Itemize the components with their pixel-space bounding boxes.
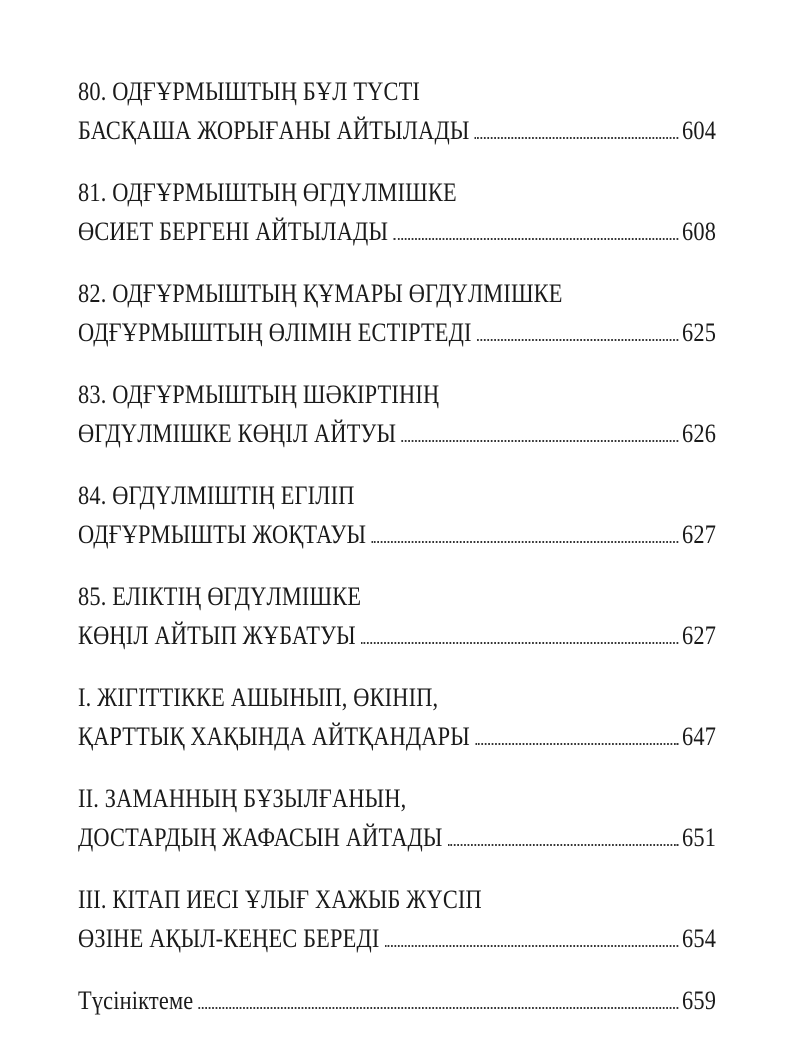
- dot-leader: [401, 439, 678, 442]
- toc-entry-title-line: ОДҒҰРМЫШТЫ ЖОҚТАУЫ: [78, 520, 367, 549]
- dot-leader: [361, 641, 679, 644]
- toc-entry-title-line: II. ЗАМАННЫҢ БҰЗЫЛҒАНЫН,: [78, 784, 407, 813]
- toc-page-number: 654: [682, 924, 717, 953]
- dot-leader: [448, 843, 679, 846]
- dot-leader: [199, 1006, 679, 1009]
- toc-entry-leader-line: [78, 616, 716, 655]
- toc-entry-title-line: 80. ОДҒҰРМЫШТЫҢ БҰЛ ТҮСТІ: [78, 77, 421, 106]
- toc-entry-title-line: Түсініктеме: [78, 986, 194, 1015]
- toc-entry-leader-line: [78, 111, 716, 150]
- toc-entry-title-line: КӨҢІЛ АЙТЫП ЖҰБАТУЫ: [78, 621, 356, 650]
- toc-page-number: 659: [682, 986, 717, 1015]
- toc-entry-leader-line: [78, 981, 716, 1020]
- toc-entry-83[interactable]: [78, 375, 716, 453]
- toc-page-number: 608: [682, 217, 717, 246]
- toc-entry-80[interactable]: [78, 72, 716, 150]
- toc-page-number: 627: [682, 621, 717, 650]
- dot-leader: [371, 540, 678, 543]
- toc-entry-title-line: 85. ЕЛІКТІҢ ӨГДҮЛМІШКЕ: [78, 582, 362, 611]
- toc-entry-title-line: ДОСТАРДЫҢ ЖАФАСЫН АЙТАДЫ: [78, 823, 443, 852]
- toc-entry-leader-line: [78, 313, 716, 352]
- table-of-contents: [78, 72, 716, 1043]
- toc-entry-title-line: ӨГДҮЛМІШКЕ КӨҢІЛ АЙТУЫ: [78, 419, 397, 448]
- toc-entry-84[interactable]: [78, 476, 716, 554]
- dot-leader: [475, 742, 679, 745]
- toc-entry-leader-line: [78, 414, 716, 453]
- toc-entry-leader-line: [78, 212, 716, 251]
- toc-entry-leader-line: [78, 717, 716, 756]
- toc-page-number: 647: [682, 722, 717, 751]
- toc-entry-leader-line: [78, 515, 716, 554]
- toc-entry-commentary[interactable]: [78, 981, 716, 1020]
- toc-entry-title-line: ӨЗІНЕ АҚЫЛ-КЕҢЕС БЕРЕДІ: [78, 924, 380, 953]
- dot-leader: [385, 944, 679, 947]
- dot-leader: [475, 136, 679, 139]
- toc-entry-title-line: 81. ОДҒҰРМЫШТЫҢ ӨГДҮЛМІШКЕ: [78, 178, 457, 207]
- toc-entry-82[interactable]: [78, 274, 716, 352]
- toc-entry-iii[interactable]: [78, 880, 716, 958]
- toc-entry-title-line: ҚАРТТЫҚ ХАҚЫНДА АЙТҚАНДАРЫ: [78, 722, 470, 751]
- toc-entry-85[interactable]: [78, 577, 716, 655]
- toc-entry-ii[interactable]: [78, 779, 716, 857]
- dot-leader: [477, 338, 679, 341]
- toc-entry-i[interactable]: [78, 678, 716, 756]
- toc-entry-title-line: I. ЖІГІТТІККЕ АШЫНЫП, ӨКІНІП,: [78, 683, 439, 712]
- toc-entry-title-line: III. КІТАП ИЕСІ ҰЛЫҒ ХАЖЫБ ЖҮСІП: [78, 885, 482, 914]
- toc-page-number: 626: [682, 419, 717, 448]
- toc-page-number: 625: [682, 318, 717, 347]
- toc-entry-leader-line: [78, 919, 716, 958]
- toc-page-number: 604: [682, 116, 717, 145]
- toc-entry-81[interactable]: [78, 173, 716, 251]
- toc-page-number: 651: [682, 823, 717, 852]
- toc-entry-title-line: 83. ОДҒҰРМЫШТЫҢ ШӘКІРТІНІҢ: [78, 380, 440, 409]
- toc-entry-leader-line: [78, 818, 716, 857]
- toc-entry-title-line: 84. ӨГДҮЛМІШТІҢ ЕГІЛІП: [78, 481, 355, 510]
- dot-leader: [393, 237, 678, 240]
- toc-entry-title-line: ӨСИЕТ БЕРГЕНІ АЙТЫЛАДЫ: [78, 217, 389, 246]
- toc-entry-title-line: БАСҚАША ЖОРЫҒАНЫ АЙТЫЛАДЫ: [78, 116, 470, 145]
- toc-entry-title-line: ОДҒҰРМЫШТЫҢ ӨЛІМІН ЕСТІРТЕДІ: [78, 318, 472, 347]
- toc-entry-title-line: 82. ОДҒҰРМЫШТЫҢ ҚҰМАРЫ ӨГДҮЛМІШКЕ: [78, 279, 563, 308]
- toc-page-number: 627: [682, 520, 717, 549]
